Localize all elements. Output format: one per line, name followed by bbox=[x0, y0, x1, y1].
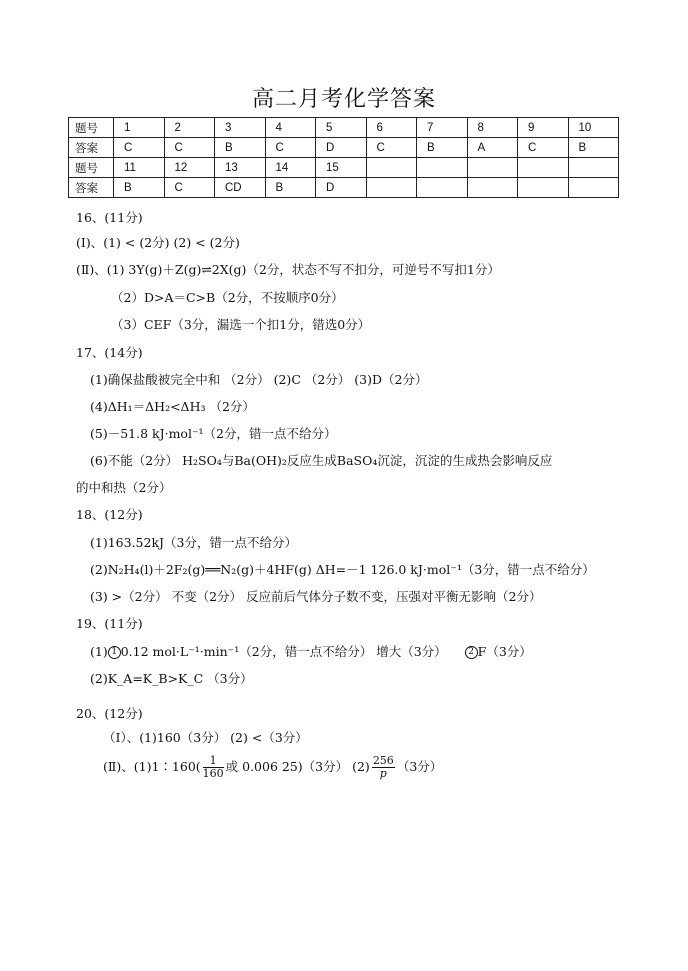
q20-line-2b: 或 0.006 25)（3分） (2) bbox=[225, 759, 370, 774]
table-cell bbox=[467, 178, 518, 198]
table-cell: C bbox=[518, 138, 569, 158]
table-cell: 9 bbox=[518, 118, 569, 138]
table-cell: 8 bbox=[467, 118, 518, 138]
q18-line-1: (1)163.52kJ（3分，错一点不给分） bbox=[90, 535, 297, 550]
table-cell: 5 bbox=[316, 118, 367, 138]
q17-line-1: (1)确保盐酸被完全中和 （2分） (2)C （2分） (3)D（2分） bbox=[90, 372, 428, 387]
table-cell bbox=[518, 158, 569, 178]
q20-line-2 bbox=[103, 755, 442, 780]
q20-line-1: （Ⅰ）、(1)160（3分） (2) <（3分） bbox=[103, 730, 308, 745]
fraction-denominator: p bbox=[379, 767, 387, 780]
table-cell: CD bbox=[215, 178, 266, 198]
fraction-256-over-p bbox=[372, 755, 395, 780]
table-cell: 7 bbox=[417, 118, 468, 138]
circled-number-1: 1 bbox=[108, 646, 121, 659]
q16-line-2: (Ⅱ)、(1) 3Y(g)＋Z(g)⇌2X(g)（2分，状态不写不扣分，可逆号不写扣1分） bbox=[76, 262, 500, 277]
table-cell bbox=[467, 158, 518, 178]
q16-heading: 16、(11分) bbox=[76, 210, 143, 225]
row-header: 答案 bbox=[69, 138, 114, 158]
table-cell: 6 bbox=[366, 118, 417, 138]
page-title: 高二月考化学答案 bbox=[251, 87, 436, 112]
table-cell: 13 bbox=[215, 158, 266, 178]
q16-line-3: （2）D>A＝C>B（2分，不按顺序0分） bbox=[111, 290, 344, 305]
answer-table-row bbox=[69, 178, 619, 198]
row-header: 题号 bbox=[69, 118, 114, 138]
table-cell: B bbox=[114, 178, 165, 198]
fraction-numerator: 256 bbox=[372, 754, 394, 767]
q19-line-1: (1) 1 0.12 mol·L⁻¹·min⁻¹（2分，错一点不给分） 增大（3分） 2 F（3分） bbox=[90, 644, 532, 659]
table-cell: C bbox=[366, 138, 417, 158]
table-cell: A bbox=[467, 138, 518, 158]
table-cell: 4 bbox=[265, 118, 316, 138]
table-cell bbox=[366, 158, 417, 178]
q18-heading: 18、(12分) bbox=[76, 507, 143, 522]
table-cell: 2 bbox=[164, 118, 215, 138]
q19-line-2: (2)K_A=K_B>K_C （3分） bbox=[90, 671, 253, 686]
table-cell: 11 bbox=[114, 158, 165, 178]
q16-line-4: （3）CEF（3分，漏选一个扣1分，错选0分） bbox=[111, 317, 371, 332]
table-cell: 1 bbox=[114, 118, 165, 138]
fraction-denominator: 160 bbox=[202, 767, 224, 780]
table-cell: C bbox=[265, 138, 316, 158]
q19-line-1b: F（3分） bbox=[477, 644, 532, 659]
q17-line-4: (6)不能（2分） H₂SO₄与Ba(OH)₂反应生成BaSO₄沉淀，沉淀的生成热会影响反应 bbox=[90, 453, 553, 468]
answer-table-row bbox=[69, 158, 619, 178]
fraction-numerator: 1 bbox=[203, 755, 224, 768]
table-cell: C bbox=[114, 138, 165, 158]
table-cell: 15 bbox=[316, 158, 367, 178]
table-cell: 14 bbox=[265, 158, 316, 178]
q19-heading: 19、(11分) bbox=[76, 616, 143, 631]
q20-line-2c: （3分） bbox=[396, 759, 443, 774]
q20-heading: 20、(12分) bbox=[76, 706, 143, 721]
table-cell: 12 bbox=[164, 158, 215, 178]
table-cell: D bbox=[316, 138, 367, 158]
q16-line-1: (Ⅰ)、(1) < (2分) (2) < (2分) bbox=[76, 235, 240, 250]
table-cell: C bbox=[164, 138, 215, 158]
row-header: 题号 bbox=[69, 158, 114, 178]
q19-line-1a: 0.12 mol·L⁻¹·min⁻¹（2分，错一点不给分） 增大（3分） bbox=[120, 644, 447, 659]
table-cell: 3 bbox=[215, 118, 266, 138]
q18-line-2: (2)N₂H₄(l)＋2F₂(g)══N₂(g)＋4HF(g) ΔH=－1 126.0 kJ·mol⁻¹（3分，错一点不给分） bbox=[90, 562, 595, 577]
answer-table-row bbox=[69, 138, 619, 158]
table-cell: B bbox=[568, 138, 619, 158]
fraction-1-over-160 bbox=[203, 755, 224, 780]
q17-line-5: 的中和热（2分） bbox=[76, 480, 172, 495]
row-header: 答案 bbox=[69, 178, 114, 198]
table-cell: B bbox=[417, 138, 468, 158]
answer-table-row bbox=[69, 118, 619, 138]
table-cell bbox=[568, 158, 619, 178]
table-cell bbox=[518, 178, 569, 198]
q17-heading: 17、(14分) bbox=[76, 345, 143, 360]
table-cell bbox=[568, 178, 619, 198]
table-cell: B bbox=[265, 178, 316, 198]
q17-line-3: (5)－51.8 kJ·mol⁻¹（2分，错一点不给分） bbox=[90, 426, 337, 441]
table-cell bbox=[417, 178, 468, 198]
q18-line-3: (3) >（2分） 不变（2分） 反应前后气体分子数不变，压强对平衡无影响（2分） bbox=[90, 589, 542, 604]
table-cell: 10 bbox=[568, 118, 619, 138]
table-cell: D bbox=[316, 178, 367, 198]
q17-line-2: (4)ΔH₁＝ΔH₂<ΔH₃ （2分） bbox=[90, 399, 255, 414]
table-cell: B bbox=[215, 138, 266, 158]
table-cell bbox=[366, 178, 417, 198]
table-cell bbox=[417, 158, 468, 178]
answer-table bbox=[68, 117, 619, 198]
circled-number-2: 2 bbox=[465, 646, 478, 659]
table-cell: C bbox=[164, 178, 215, 198]
q20-line-2a: (Ⅱ)、(1)1∶160( bbox=[103, 759, 201, 774]
